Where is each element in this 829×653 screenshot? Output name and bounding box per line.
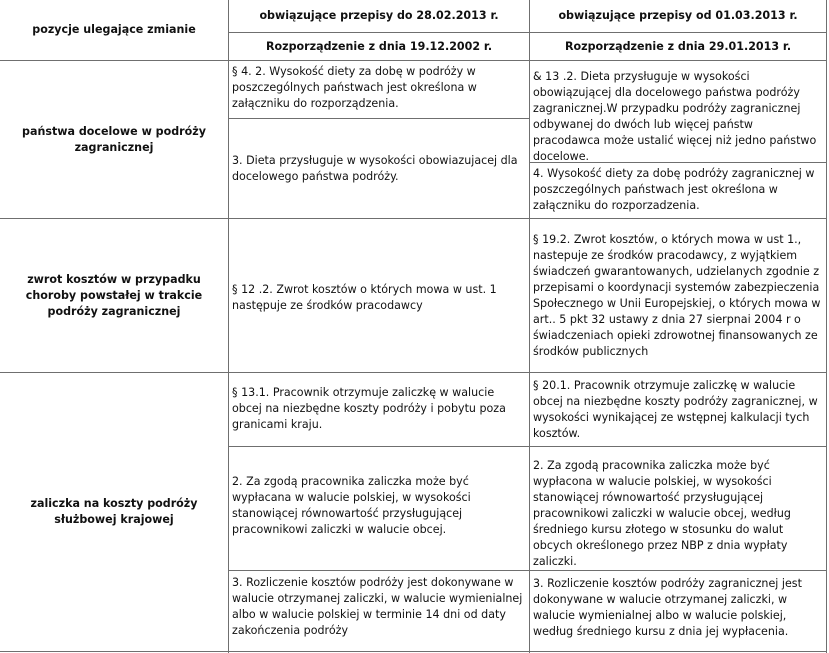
- old-provision: § 13.1. Pracownik otrzymuje zaliczkę w walucie obcej na niezbędne koszty podróży i pobytu poza granicami kraju.: [232, 386, 506, 431]
- header-old-rules: obwiązujące przepisy do 28.02.2013 r.: [259, 9, 499, 22]
- horizontal-rule: [228, 446, 827, 447]
- horizontal-rule: [0, 651, 827, 652]
- old-provision: 3. Rozliczenie kosztów podróży jest dokonywane w walucie otrzymanej zaliczki, w walucie wymienialnej albo w walucie polskiej w terminie 14 dni od daty zakończenia podróży: [232, 576, 523, 637]
- old-provision: 2. Za zgodą pracownika zaliczka może być wypłacana w walucie polskiej, w wysokości stanowiącej równowartość przysługującej pracownikowi zaliczki w walucie obcej.: [232, 475, 471, 536]
- new-provision: 2. Za zgodą pracownika zaliczka może być wypłacona w walucie polskiej, w wysokości stanowiącej równowartość przysługującej pracownikowi zaliczki w walucie obcej, według średniego kursu złotego w stosunku do walut obcych określonego przez NBP z dnia wypłaty zaliczki.: [533, 459, 791, 568]
- old-provision: § 12 .2. Zwrot kosztów o których mowa w ust. 1 następuje ze środków pracodawcy: [232, 283, 497, 312]
- new-provision: 4. Wysokość diety za dobę podróży zagranicznej w poszczególnych państwach jest określona w załączniku do rozporzadzenia.: [533, 167, 815, 212]
- vertical-rule: [826, 0, 827, 653]
- new-provision: § 20.1. Pracownik otrzymuje zaliczkę w walucie obcej na niezbędne koszty podróży zagranicznej, w wysokości wynikającej ze wstępnej kalkulacji tych kosztów.: [533, 379, 818, 440]
- header-new-regulation: Rozporządzenie z dnia 29.01.2013 r.: [564, 39, 792, 53]
- old-provision: § 4. 2. Wysokość diety za dobę w podróży w poszczególnych państwach jest określona w załączniku do rozporządzenia.: [232, 65, 477, 110]
- row-label-illness-costs: zwrot kosztów w przypadku choroby powstałej w trakcie podróży zagranicznej: [25, 272, 203, 318]
- header-old-regulation: Rozporządzenie z dnia 19.12.2002 r.: [265, 39, 493, 53]
- new-provision: § 19.2. Zwrot kosztów, o których mowa w ust 1., nastepuje ze środków pracodawcy, z wyjątkiem świadczeń gwarantowanych, udzielanych zgodnie z przepisami o koordynacji systemów zabezpieczenia Społecznego w Unii Europejskiej, o których mowa w art.. 5 pkt 32 ustawy z dnia 27 sierpnai 2004 r o świadczeniach opieki zdrowotnej finansowanych ze środków publicznych: [533, 233, 821, 358]
- horizontal-rule: [228, 570, 827, 571]
- old-provision: 3. Dieta przysługuje w wysokości obowiazujacej dla docelowego państwa podróży.: [232, 154, 518, 183]
- row-label-destination-countries: państwa docelowe w podróży zagranicznej: [22, 124, 206, 154]
- horizontal-rule: [228, 118, 529, 119]
- header-positions: pozycje ulegające zmianie: [32, 23, 196, 36]
- new-provision: 3. Rozliczenie kosztów podróży zagranicznej jest dokonywane w walucie otrzymanej zaliczki, w walucie wymienialnej albo w walucie polskiej, według średniego kursu z dnia jej wypłacenia.: [533, 577, 802, 638]
- header-new-rules: obwiązujące przepisy od 01.03.2013 r.: [558, 9, 798, 22]
- new-provision: & 13 .2. Dieta przysługuje w wysokości obowiązującej dla docelowego państwa podróży zagranicznej.W przypadku podróży zagranicznej odbywanej do dwóch lub więcej państw pracodawca może ustalić więcej niż jedno państwo docelowe.: [533, 70, 817, 163]
- row-label-advance-payment: zaliczka na koszty podróży służbowej krajowej: [30, 497, 198, 526]
